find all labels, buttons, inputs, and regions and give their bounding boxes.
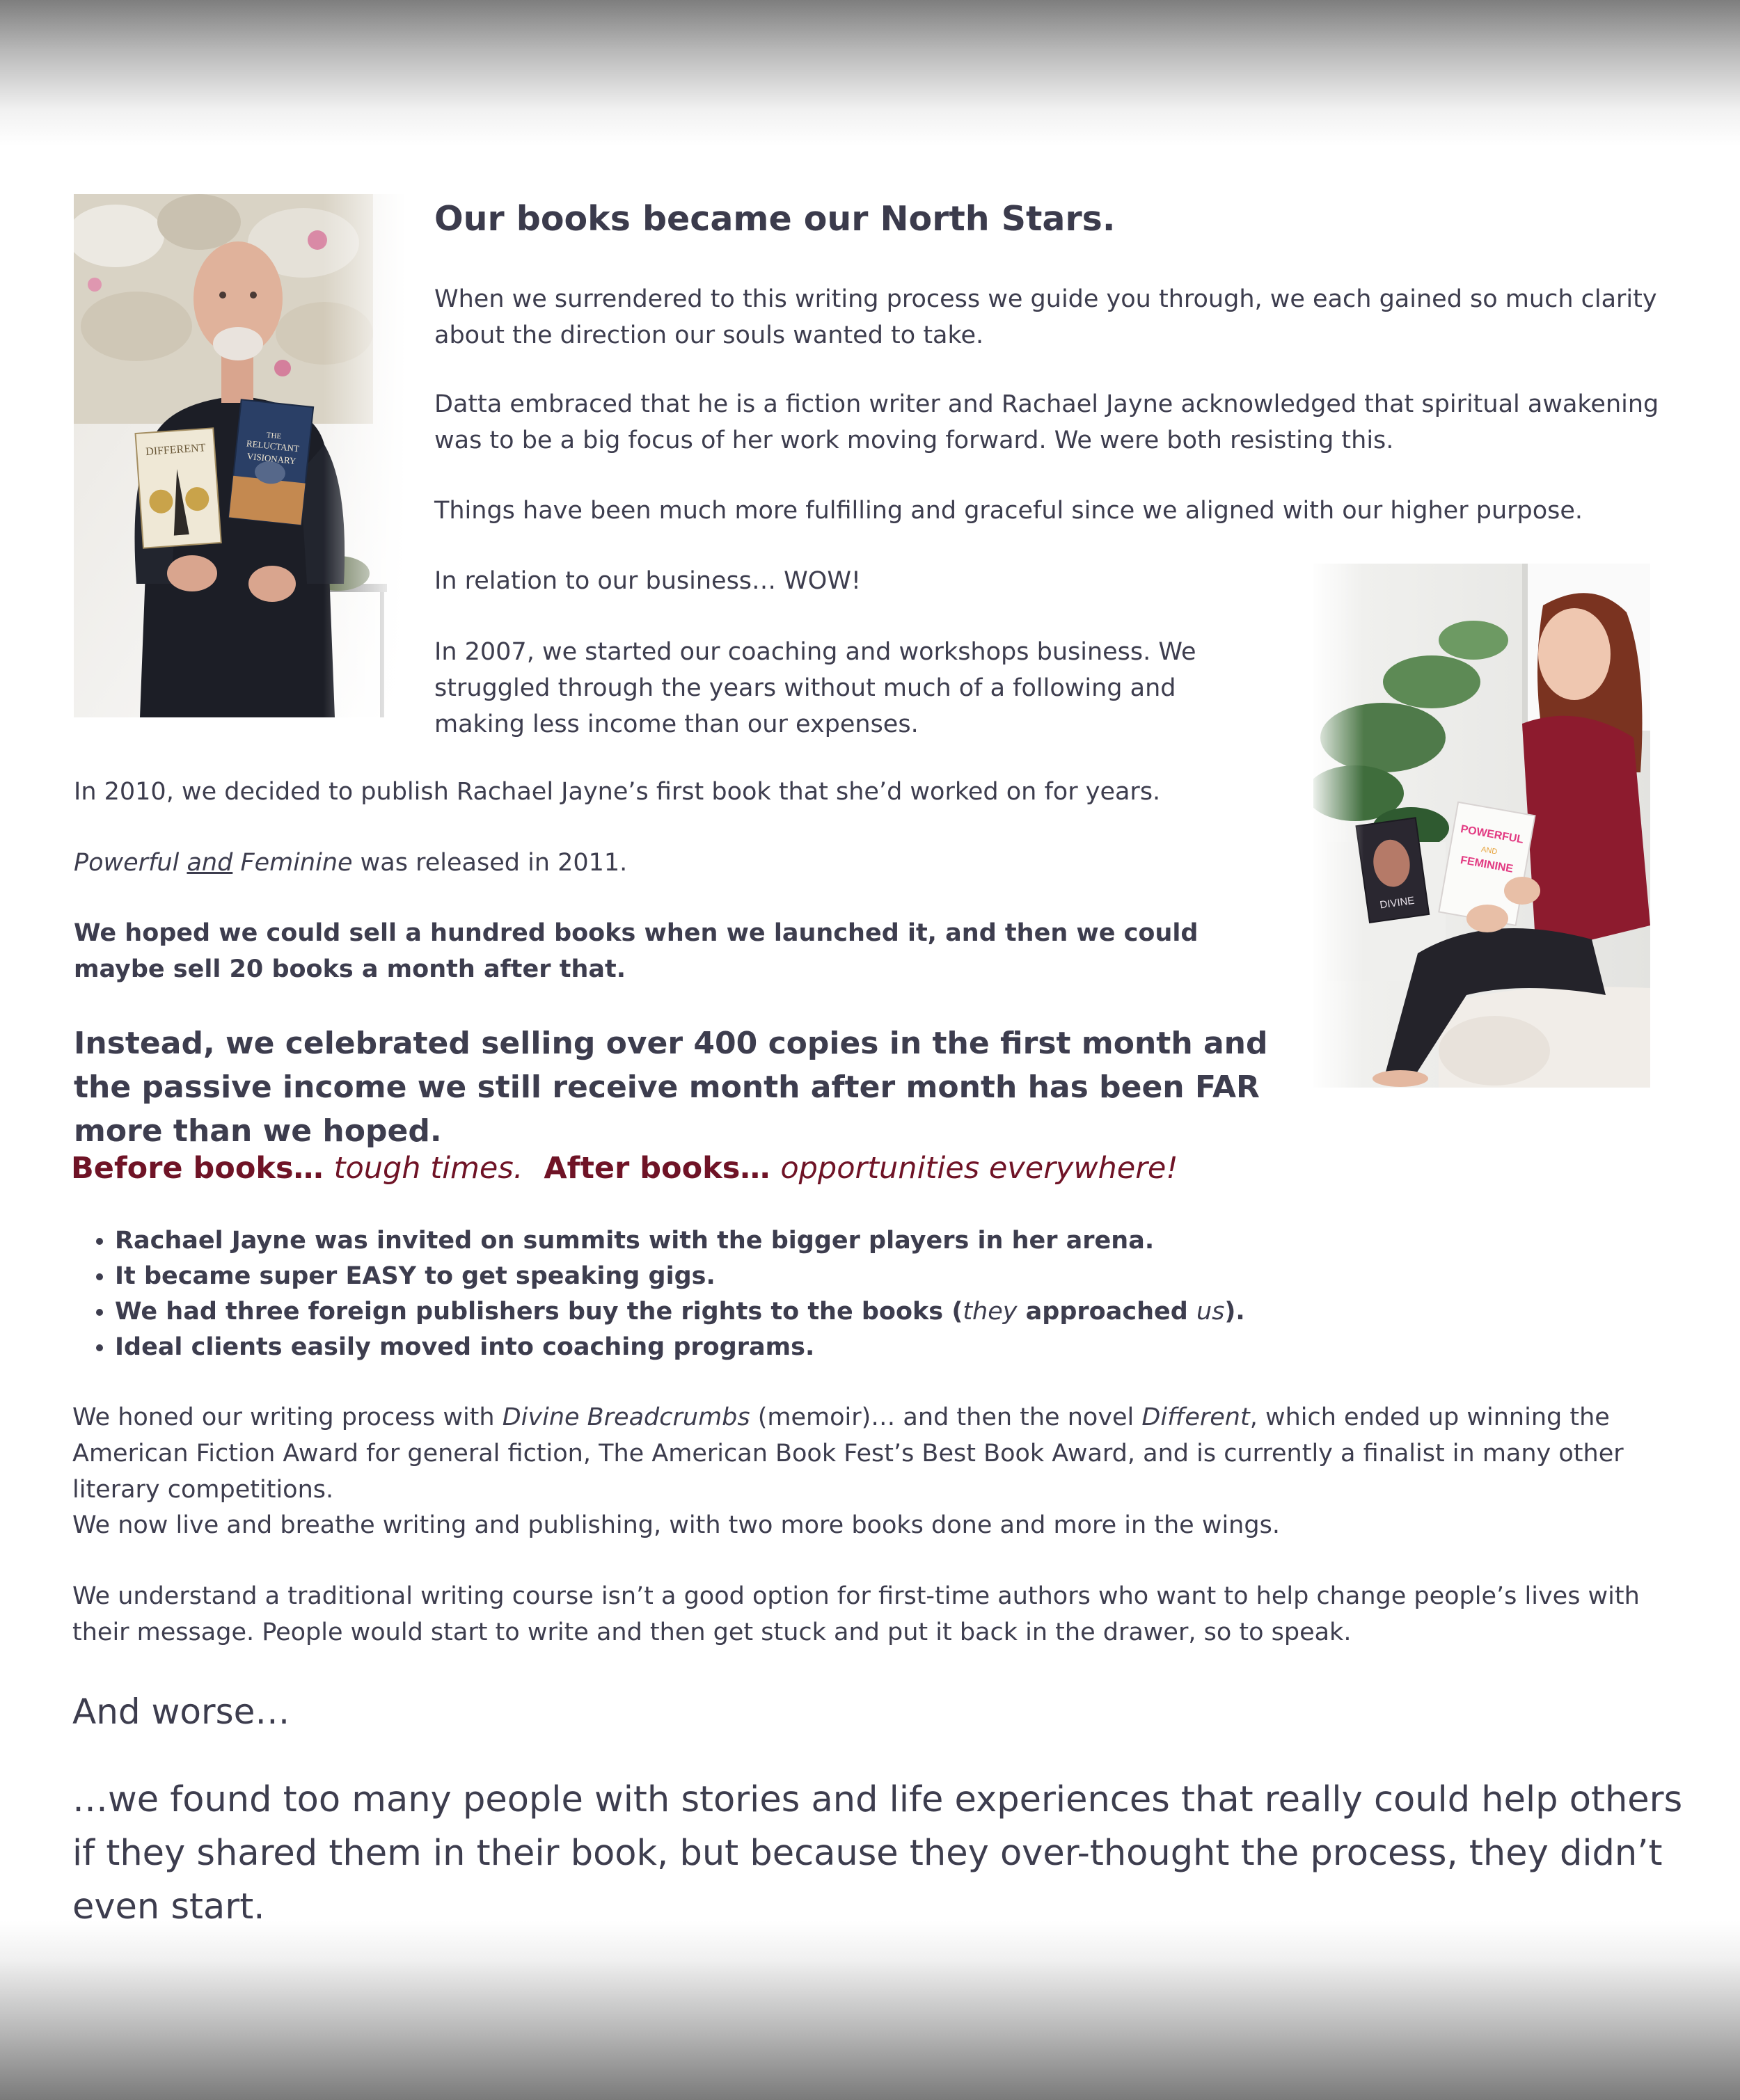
paragraph-released bbox=[74, 845, 1285, 881]
list-item bbox=[115, 1294, 1368, 1330]
paragraph-fiction-writer: Datta embraced that he is a fiction writer and Rachael Jayne acknowledged that spiritual awakening was to be a big focus of her work moving forward. We were both resisting this. bbox=[434, 390, 1659, 454]
paragraph-2010: In 2010, we decided to publish Rachael Jayne’s first book that she’d worked on for years. bbox=[74, 778, 1161, 806]
honed-mid: (memoir)… and then the novel bbox=[750, 1403, 1142, 1431]
after-label: After books… bbox=[544, 1151, 770, 1186]
after-text: opportunities everywhere! bbox=[780, 1151, 1178, 1186]
closing-statement: …we found too many people with stories and life experiences that really could help others if they shared them in their book, but because they over-thought the process, they didn’t even start. bbox=[72, 1779, 1683, 1927]
paragraph-2007: In 2007, we started our coaching and workshops business. We struggled through the years without much of a following and making less income than our expenses. bbox=[434, 638, 1196, 738]
section-heading: Our books became our North Stars. bbox=[434, 199, 1116, 239]
paragraph-fulfilling: Things have been much more fulfilling and graceful since we aligned with our higher purpose. bbox=[434, 497, 1583, 525]
bullet-text-end: ). bbox=[1224, 1298, 1245, 1326]
paragraph-clarity: When we surrendered to this writing process we guide you through, we each gained so much clarity about the direction our souls wanted to take. bbox=[434, 285, 1657, 349]
before-text: tough times. bbox=[333, 1151, 523, 1186]
benefits-list bbox=[77, 1223, 1368, 1365]
book-title-different: Different bbox=[1141, 1403, 1250, 1431]
bullet-text-mid: approached bbox=[1017, 1298, 1196, 1326]
book-title-feminine: Feminine bbox=[240, 849, 353, 877]
list-item: • It became super EASY to get speaking gigs. bbox=[115, 1259, 1368, 1294]
paragraph-traditional-course: We understand a traditional writing course isn’t a good option for first-time authors who want to help change people’s lives with their message. People would start to write and then get stuck and put it back in the drawer, so to speak. bbox=[72, 1582, 1640, 1646]
before-label: Before books… bbox=[71, 1151, 324, 1186]
book-title-powerful: Powerful bbox=[74, 849, 180, 877]
honed-start: We honed our writing process with bbox=[72, 1403, 503, 1431]
released-year-text: was released in 2011. bbox=[352, 849, 628, 877]
paragraph-honed bbox=[72, 1399, 1673, 1508]
book-title-divine-breadcrumbs: Divine Breadcrumbs bbox=[502, 1403, 750, 1431]
rachael-photo bbox=[1313, 564, 1650, 1088]
bullet-text-they: they bbox=[963, 1298, 1018, 1326]
paragraph-wow: In relation to our business… WOW! bbox=[434, 567, 861, 595]
paragraph-live-breathe: We now live and breathe writing and publishing, with two more books done and more in the wings. bbox=[72, 1511, 1280, 1539]
before-after-callout bbox=[71, 1148, 1463, 1188]
paragraph-instead: Instead, we celebrated selling over 400 copies in the first month and the passive income we still receive month after month has been FAR more than we hoped. bbox=[74, 1026, 1268, 1149]
honed-end: , which ended up winning the American Fiction Award for general fiction, The American Book Fest’s Best Book Award, and is currently a finalist in many other literary competitions. bbox=[72, 1403, 1624, 1504]
list-item: • Ideal clients easily moved into coaching programs. bbox=[115, 1330, 1368, 1365]
and-worse-line: And worse… bbox=[72, 1692, 290, 1732]
datta-photo bbox=[74, 194, 406, 717]
paragraph-hoped: We hoped we could sell a hundred books when we launched it, and then we could maybe sell 20 books a month after that. bbox=[74, 919, 1199, 983]
bullet-text-start: We had three foreign publishers buy the rights to the books ( bbox=[115, 1298, 963, 1326]
book-title-and: and bbox=[187, 849, 233, 877]
bullet-text-us: us bbox=[1196, 1298, 1225, 1326]
list-item: • Rachael Jayne was invited on summits with the bigger players in her arena. bbox=[115, 1223, 1368, 1259]
